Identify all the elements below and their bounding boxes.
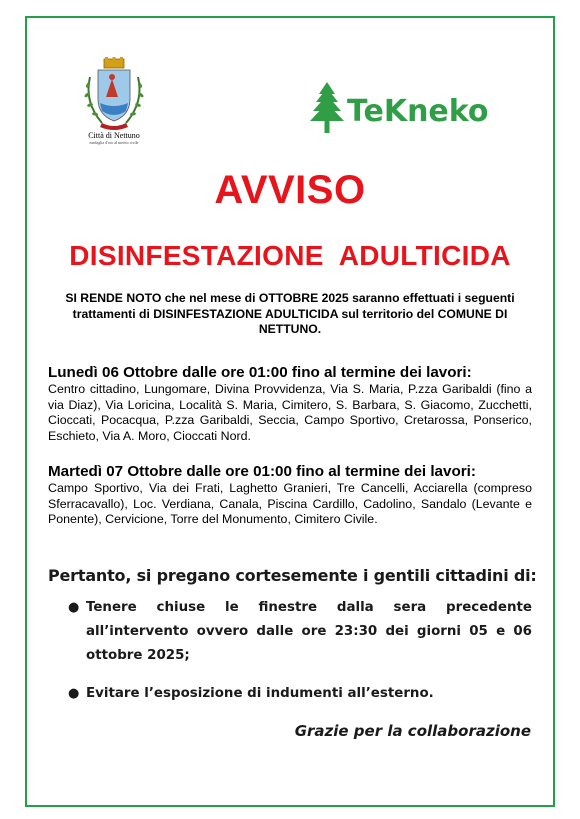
instruction-list bbox=[68, 596, 532, 706]
list-item-text: Evitare l’esposizione di indumenti all’esterno. bbox=[86, 686, 434, 701]
closing-text: Grazie per la collaborazione bbox=[294, 722, 531, 740]
schedule-day-1 bbox=[48, 364, 532, 444]
bullet-icon: ● bbox=[68, 686, 80, 701]
notice-title: AVVISO bbox=[214, 168, 366, 212]
notice-subtitle: DISINFESTAZIONE ADULTICIDA bbox=[69, 240, 511, 271]
day-places: Centro cittadino, Lungomare, Divina Provvidenza, Via S. Maria, P.zza Garibaldi (fino a via Diaz), Via Loricina, Località S. Maria, Cimitero, S. Barbara, S. Giacomo, Zucchetti, Cioccati, Pocacqua, P.zza Garibaldi, Seccia, Campo Sportivo, Cretarossa, Ponserico, Eschieto, Via A. Moro, Cioccati Nord. bbox=[48, 382, 532, 443]
schedule-day-2 bbox=[48, 463, 532, 528]
crest-city-name: Città di Nettuno bbox=[88, 131, 140, 140]
tekneko-logo bbox=[309, 82, 509, 134]
day-places: Campo Sportivo, Via dei Frati, Laghetto Granieri, Tre Cancelli, Acciarella (compreso Sferracavallo), Loc. Verdiana, Canala, Piscina Cardillo, Cadolino, Sandalo (Levante e Ponente), Cervicione, Torre del Monumento, Cimitero Civile. bbox=[48, 481, 532, 526]
pine-tree-icon bbox=[309, 82, 345, 134]
list-item bbox=[68, 596, 532, 668]
crest-icon bbox=[82, 57, 146, 133]
list-item bbox=[68, 682, 532, 706]
list-item-text: Tenere chiuse le finestre dalla sera precedente all’intervento ovvero dalle ore 23:30 dei giorni 05 e 06 ottobre 2025; bbox=[86, 600, 532, 663]
intro-paragraph: SI RENDE NOTO che nel mese di OTTOBRE 2025 saranno effettuati i seguenti trattamenti di DISINFESTAZIONE ADULTICIDA sul territorio del COMUNE DI NETTUNO. bbox=[65, 291, 515, 336]
bullet-icon: ● bbox=[68, 600, 80, 615]
request-heading: Pertanto, si pregano cortesemente i gentili cittadini di: bbox=[48, 566, 537, 585]
brand-name: TeKneko bbox=[347, 94, 489, 129]
day-heading: Martedì 07 Ottobre dalle ore 01:00 fino al termine dei lavori: bbox=[48, 463, 476, 480]
day-heading: Lunedì 06 Ottobre dalle ore 01:00 fino al termine dei lavori: bbox=[48, 364, 472, 381]
city-crest bbox=[78, 57, 150, 147]
crest-subtitle: medaglia d'oro al merito civile bbox=[89, 140, 139, 145]
